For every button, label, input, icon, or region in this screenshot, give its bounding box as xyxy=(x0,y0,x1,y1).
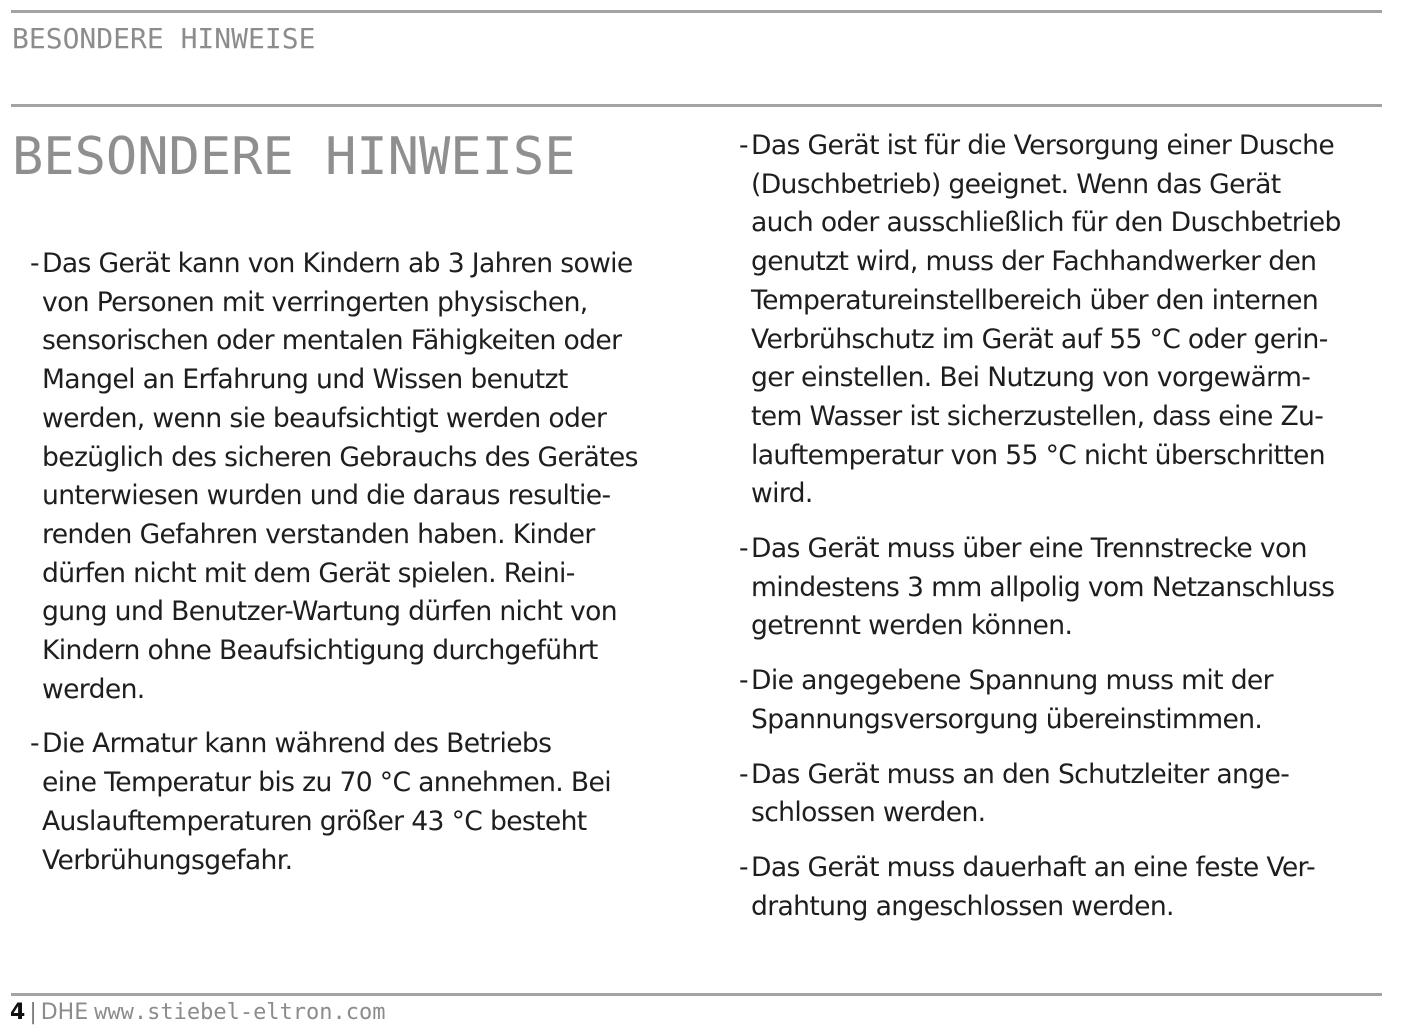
hint-text xyxy=(42,725,700,880)
text-line: Temperatureinstellbereich über den internen xyxy=(751,284,1319,316)
text-line: Auslauftemperaturen größer 43 °C besteht xyxy=(42,805,587,837)
left-column xyxy=(30,245,700,896)
document-code: DHE xyxy=(40,1000,89,1025)
hint-text xyxy=(751,849,1399,926)
page-footer xyxy=(10,998,386,1028)
text-line: ger einstellen. Bei Nutzung von vorgewärm- xyxy=(751,362,1311,394)
text-line: schlossen werden. xyxy=(751,797,986,829)
hint-text xyxy=(751,756,1399,833)
hint-item xyxy=(739,849,1399,926)
page-number: 4 xyxy=(10,1000,26,1025)
right-column xyxy=(739,127,1399,942)
running-header: BESONDERE HINWEISE xyxy=(12,22,316,55)
text-line: drahtung angeschlossen werden. xyxy=(751,890,1174,922)
text-line: Spannungsversorgung übereinstimmen. xyxy=(751,703,1263,735)
list-dash: - xyxy=(739,533,748,565)
text-line: dürfen nicht mit dem Gerät spielen. Reini- xyxy=(42,557,575,589)
text-line: auch oder ausschließlich für den Duschbetrieb xyxy=(751,207,1341,239)
text-line: Kindern ohne Beaufsichtigung durchgeführt xyxy=(42,635,598,667)
text-line: (Duschbetrieb) geeignet. Wenn das Gerät xyxy=(751,168,1281,200)
hint-text xyxy=(751,662,1399,739)
text-line: werden. xyxy=(42,673,145,705)
footer-separator: | xyxy=(29,1000,37,1025)
text-line: Das Gerät muss an den Schutzleiter ange- xyxy=(751,758,1290,790)
text-line: Die Armatur kann während des Betriebs xyxy=(42,728,552,760)
text-line: werden, wenn sie beaufsichtigt werden oder xyxy=(42,402,607,434)
list-dash: - xyxy=(739,665,748,697)
hint-text xyxy=(751,530,1399,646)
text-line: Das Gerät muss dauerhaft an eine feste Ver- xyxy=(751,851,1316,883)
text-line: bezüglich des sicheren Gebrauchs des Gerätes xyxy=(42,441,638,473)
text-line: Verbrühungsgefahr. xyxy=(42,844,293,876)
section-title: BESONDERE HINWEISE xyxy=(12,127,576,187)
text-line: sensorischen oder mentalen Fähigkeiten oder xyxy=(42,325,622,357)
text-line: renden Gefahren verstanden haben. Kinder xyxy=(42,518,595,550)
text-line: von Personen mit verringerten physischen, xyxy=(42,286,588,318)
website-url: www.stiebel-eltron.com xyxy=(94,1000,386,1025)
hint-item xyxy=(739,530,1399,646)
text-line: genutzt wird, muss der Fachhandwerker den xyxy=(751,246,1317,278)
list-dash: - xyxy=(739,130,748,161)
text-line: Mangel an Erfahrung und Wissen benutzt xyxy=(42,364,568,396)
text-line: eine Temperatur bis zu 70 °C annehmen. Bei xyxy=(42,767,611,799)
hint-item xyxy=(739,662,1399,739)
hint-item xyxy=(739,756,1399,833)
text-line: wird. xyxy=(751,478,813,510)
text-line: Verbrühschutz im Gerät auf 55 °C oder gerin- xyxy=(751,323,1328,355)
text-line: Das Gerät kann von Kindern ab 3 Jahren sowie xyxy=(42,248,633,279)
header-rule xyxy=(11,104,1382,107)
hint-item xyxy=(739,127,1399,514)
list-dash: - xyxy=(739,758,748,790)
hint-text xyxy=(751,127,1399,514)
hint-text xyxy=(42,245,700,709)
text-line: Die angegebene Spannung muss mit der xyxy=(751,665,1273,697)
text-line: tem Wasser ist sicherzustellen, dass eine Zu- xyxy=(751,400,1324,432)
text-line: Das Gerät muss über eine Trennstrecke von xyxy=(751,533,1307,565)
hint-item xyxy=(30,245,700,709)
list-dash: - xyxy=(30,728,39,760)
text-line: Das Gerät ist für die Versorgung einer Dusche xyxy=(751,130,1335,161)
text-line: mindestens 3 mm allpolig vom Netzanschluss xyxy=(751,571,1335,603)
text-line: getrennt werden können. xyxy=(751,610,1073,642)
top-rule xyxy=(11,10,1382,13)
text-line: unterwiesen wurden und die daraus resultie- xyxy=(42,480,611,512)
list-dash: - xyxy=(30,248,39,279)
list-dash: - xyxy=(739,851,748,883)
text-line: lauftemperatur von 55 °C nicht überschritten xyxy=(751,439,1325,471)
text-line: gung und Benutzer-Wartung dürfen nicht von xyxy=(42,596,617,628)
footer-rule xyxy=(11,993,1382,996)
hint-item xyxy=(30,725,700,880)
